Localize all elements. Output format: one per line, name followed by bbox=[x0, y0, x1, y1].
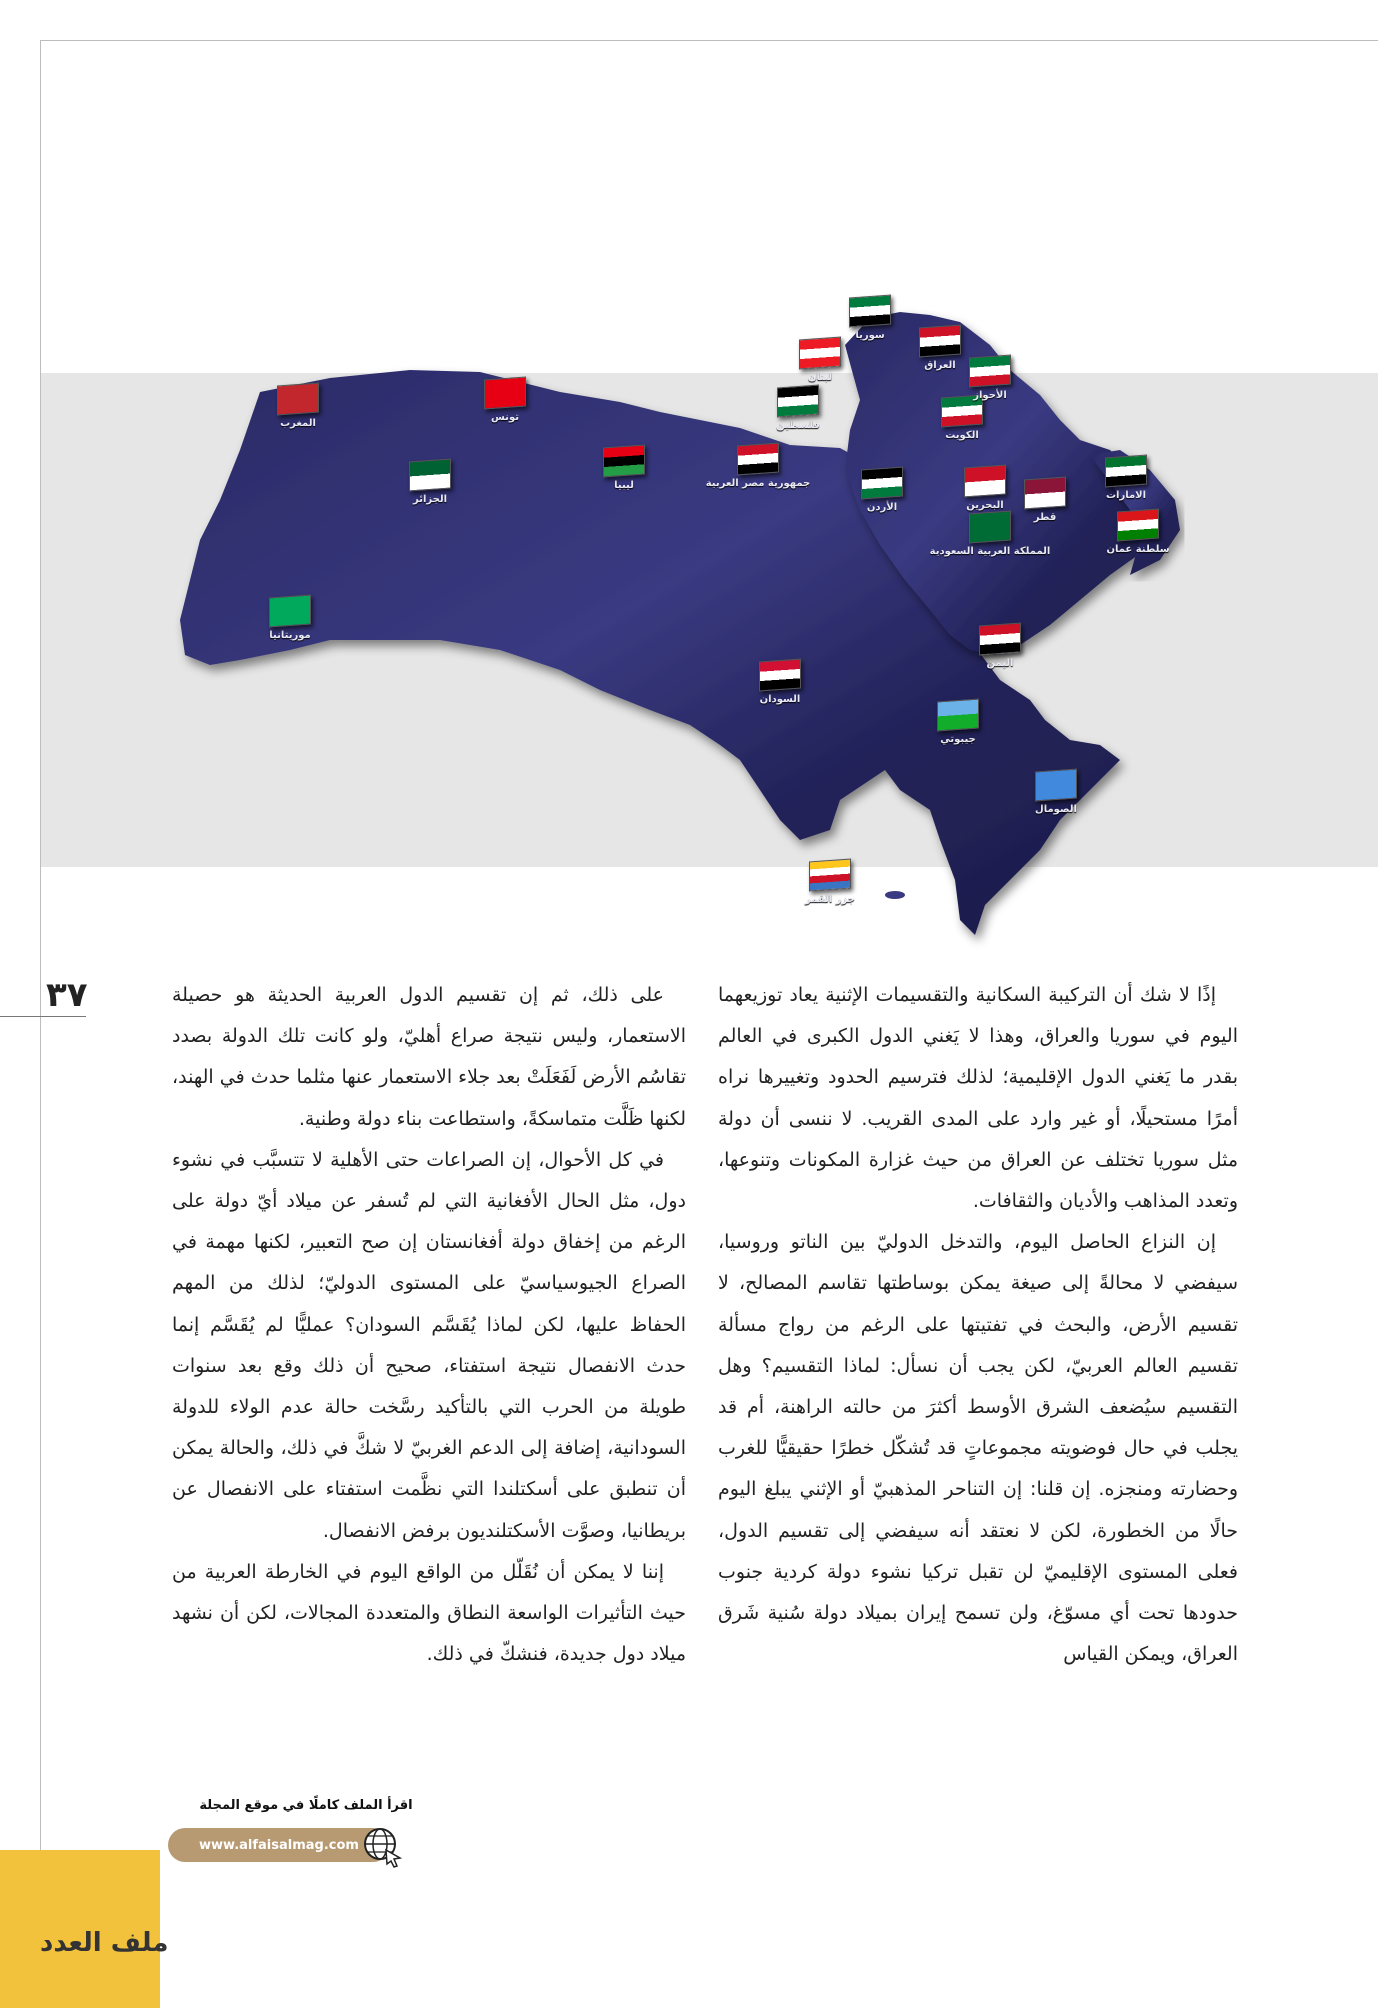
country-name-label: الأحواز bbox=[973, 390, 1007, 401]
article-paragraph: إن النزاع الحاصل اليوم، والتدخل الدوليّ بين الناتو وروسيا، سيفضي لا محالةً إلى صيغة يمكن بوساطتها تقاسم المصالح، لا تقسيم الأرض، والبحث في تفتيتها على الرغم من رواج مسألة تقسيم العالم العربيّ، لكن يجب أن نسأل: لماذا التقسيم؟ وهل التقسيم سيُضعف الشرق الأوسط أكثرَ من حالته الراهنة، أم قد يجلب في حال فوضويته مجموعاتٍ قد تُشكّل خطرًا حقيقيًّا للغرب وحضارته ومنجزه. إن قلنا: إن التناحر المذهبيّ أو الإثني يبلغ اليوم حالًا من الخطورة، لكن لا نعتقد أنه سيفضي إلى تقسيم الدول، فعلى المستوى الإقليميّ لن تقبل تركيا نشوء دولة كردية جنوب حدودها تحت أي مسوّغ، ولن تسمح إيران بميلاد دولة سُنية شَرق العراق، ويمكن القياس bbox=[718, 1231, 1238, 1666]
map-landmass bbox=[0, 0, 1378, 960]
article-column-right bbox=[718, 975, 1238, 1675]
section-label: ملف العدد bbox=[40, 1928, 169, 1958]
country-name-label: الامارات bbox=[1105, 490, 1147, 501]
country-name-label: جيبوتي bbox=[940, 734, 976, 745]
article-paragraph: على ذلك، ثم إن تقسيم الدول العربية الحديثة هو حصيلة الاستعمار، وليس نتيجة صراع أهليّ، ولو كانت تلك الدولة بصدد تقاسُم الأرض لَفَعَلَتْ بعد جلاء الاستعمار عنها مثلما حدث في الهند، لكنها ظَلَّت متماسكةً، واستطاعت بناء دولة وطنية. bbox=[172, 984, 686, 1130]
flag-icon bbox=[799, 337, 841, 370]
article-paragraph: إننا لا يمكن أن نُقَلّل من الواقع اليوم في الخارطة العربية من حيث التأثيرات الواسعة النطاق والمتعددة المجالات، لكن أن نشهد ميلاد دول جديدة، فنشكّ في ذلك. bbox=[172, 1560, 686, 1666]
arab-world-map bbox=[0, 0, 1378, 960]
country-marker bbox=[268, 384, 328, 429]
country-marker bbox=[750, 660, 810, 705]
country-marker bbox=[960, 356, 1020, 401]
country-name-label: المملكة العربية السعودية bbox=[929, 546, 1051, 557]
flag-icon bbox=[937, 699, 979, 732]
comoros-islands-shape bbox=[885, 891, 905, 899]
country-name-label: الصومال bbox=[1035, 804, 1077, 815]
country-name-label: السودان bbox=[759, 694, 801, 705]
promo-title: اقرأ الملف كاملًا في موقع المجلة bbox=[199, 1798, 413, 1813]
country-marker bbox=[800, 860, 860, 905]
country-marker bbox=[594, 446, 654, 491]
flag-icon bbox=[979, 623, 1021, 656]
flag-icon bbox=[964, 465, 1006, 498]
article-paragraph: في كل الأحوال، إن الصراعات حتى الأهلية لا تتسبَّب في نشوء دول، مثل الحال الأفغانية التي لم تُسفر عن ميلاد أيّ دولة على الرغم من إخفاق دولة أفغانستان إن صح التعبير، لكنها مهمة في الصراع الجيوسياسيّ على المستوى الدوليّ؛ لذلك من المهم الحفاظ عليها، لكن لماذا يُقَسَّم السودان؟ عمليًّا لم يُقَسَّم إنما حدث الانفصال نتيجة استفتاء، صحيح أن ذلك وقع بعد سنوات طويلة من الحرب التي بالتأكيد رسَّخت حالة عدم الولاء للدولة السودانية، إضافة إلى الدعم الغربيّ لا شكَّ في ذلك، والحالة يمكن أن تنطبق على أسكتلندا التي نظَّمت استفتاء على الانفصال عن بريطانيا، وصوَّت الأسكتلنديون برفض الانفصال. bbox=[172, 1148, 686, 1542]
article-column-left bbox=[172, 975, 686, 1675]
flag-icon bbox=[919, 325, 961, 358]
article-paragraph: إذًا لا شك أن التركيبة السكانية والتقسيمات الإثنية يعاد توزيعهما اليوم في سوريا والعراق، وهذا لا يَغني الدول الكبرى في العالم بقدر ما يَغني الدول الإقليمية؛ لذلك فترسيم الحدود وتغييرها نراه أمرًا مستحيلًا، أو غير وارد على المدى القريب. لا ننسى أن دولة مثل سوريا تختلف عن العراق من حيث غزارة المكونات وتنوعها، وتعدد المذاهب والأديان والثقافات. bbox=[718, 984, 1238, 1213]
flag-icon bbox=[1035, 769, 1077, 802]
country-name-label: موريتانيا bbox=[269, 630, 311, 641]
country-name-label: اليمن bbox=[986, 658, 1014, 669]
country-marker bbox=[840, 296, 900, 341]
page-number: ٣٧ bbox=[46, 975, 88, 1015]
country-marker bbox=[400, 460, 460, 505]
country-name-label: تونس bbox=[491, 412, 519, 423]
country-name-label: البحرين bbox=[966, 500, 1004, 511]
country-marker bbox=[475, 378, 535, 423]
country-marker bbox=[768, 386, 828, 431]
page-number-rule bbox=[0, 1016, 86, 1017]
country-name-label: قطر bbox=[1033, 512, 1057, 523]
flag-icon bbox=[737, 443, 779, 476]
country-name-label: سوريا bbox=[855, 330, 885, 341]
country-name-label: ليبيا bbox=[614, 480, 634, 491]
globe-cursor-icon bbox=[360, 1824, 404, 1868]
flag-icon bbox=[849, 295, 891, 328]
country-name-label: فلسطين bbox=[776, 420, 820, 431]
country-marker bbox=[260, 596, 320, 641]
country-marker bbox=[852, 468, 912, 513]
country-name-label: المغرب bbox=[280, 418, 316, 429]
country-marker bbox=[955, 466, 1015, 511]
flag-icon bbox=[861, 467, 903, 500]
country-marker bbox=[705, 444, 811, 489]
flag-icon bbox=[277, 383, 319, 416]
country-name-label: الجزائر bbox=[413, 494, 448, 505]
country-name-label: لبنان bbox=[807, 372, 833, 383]
flag-icon bbox=[1105, 455, 1147, 488]
flag-icon bbox=[409, 459, 451, 492]
country-marker bbox=[790, 338, 850, 383]
flag-icon bbox=[1117, 509, 1159, 542]
country-name-label: الكويت bbox=[945, 430, 979, 441]
flag-icon bbox=[484, 377, 526, 410]
flag-icon bbox=[1024, 477, 1066, 510]
flag-icon bbox=[603, 445, 645, 478]
country-marker bbox=[928, 700, 988, 745]
country-name-label: سلطنة عمان bbox=[1106, 544, 1170, 555]
flag-icon bbox=[969, 511, 1011, 544]
country-marker bbox=[1015, 478, 1075, 523]
country-name-label: العراق bbox=[924, 360, 956, 371]
country-marker bbox=[1108, 510, 1168, 555]
flag-icon bbox=[969, 355, 1011, 388]
country-name-label: الأردن bbox=[866, 502, 898, 513]
country-marker bbox=[970, 624, 1030, 669]
country-marker bbox=[1096, 456, 1156, 501]
country-marker bbox=[932, 396, 992, 441]
flag-icon bbox=[759, 659, 801, 692]
country-name-label: جزر القمر bbox=[805, 894, 855, 905]
flag-icon bbox=[777, 385, 819, 418]
country-name-label: جمهورية مصر العربية bbox=[705, 478, 811, 489]
flag-icon bbox=[269, 595, 311, 628]
country-marker bbox=[1026, 770, 1086, 815]
flag-icon bbox=[809, 859, 851, 892]
website-link[interactable]: www.alfaisalmag.com bbox=[168, 1828, 390, 1862]
